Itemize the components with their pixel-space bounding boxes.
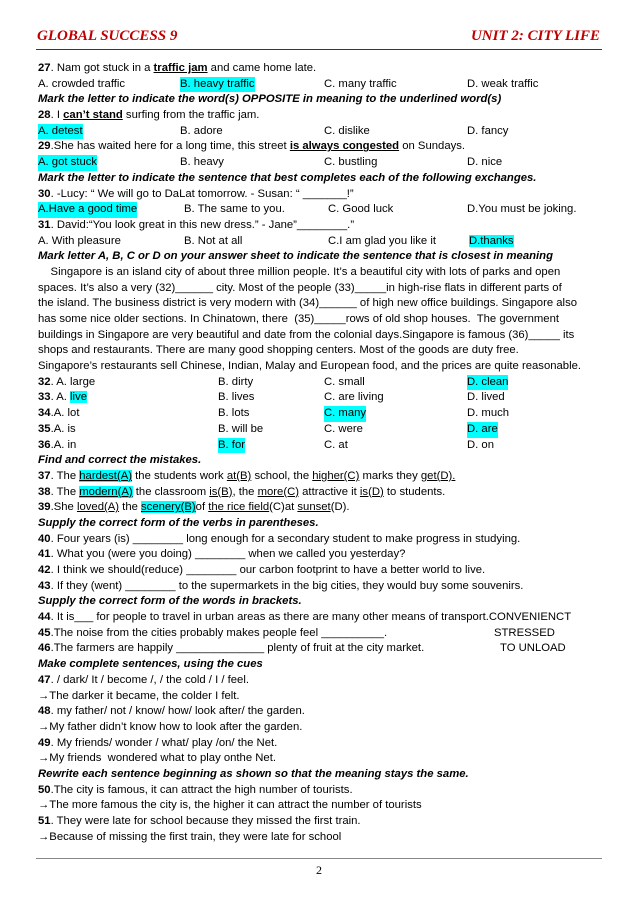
option-d: D. weak traffic bbox=[467, 77, 539, 90]
question-text: . The bbox=[50, 469, 80, 482]
passage-line: spaces. It’s also a very (32)______ city. Most of the people (33)_____in high-rise flats in different parts of bbox=[38, 281, 562, 294]
option-b-answer: B. heavy traffic bbox=[180, 77, 255, 93]
option-c: C. many traffic bbox=[324, 77, 397, 90]
option-d: D. nice bbox=[467, 156, 503, 169]
question-text: surfing from the traffic jam. bbox=[122, 109, 260, 122]
marked-a: modern(A) bbox=[79, 485, 133, 498]
option-a-answer: A.Have a good time bbox=[38, 202, 137, 218]
instruction-cloze: Mark letter A, B, C or D on your answer sheet to indicate the sentence that is closest in meaning bbox=[38, 250, 553, 263]
question-number: 43 bbox=[38, 579, 51, 592]
cloze-36 bbox=[38, 438, 604, 454]
cloze-34 bbox=[38, 406, 604, 422]
option-a: .A. is bbox=[50, 422, 76, 435]
instruction-words: Supply the correct form of the words in brackets. bbox=[38, 595, 302, 608]
word-cue: STRESSED bbox=[494, 626, 555, 639]
option-b: B. will be bbox=[218, 422, 264, 435]
question-45 bbox=[38, 626, 604, 642]
option-a-answer: . A. live bbox=[50, 391, 87, 404]
answer-text: Because of missing the first train, they were late for school bbox=[49, 830, 342, 843]
question-number: 40 bbox=[38, 532, 51, 545]
option-a: .A. lot bbox=[50, 407, 80, 420]
question-number: 45 bbox=[38, 626, 51, 639]
question-text: attractive it bbox=[299, 485, 360, 498]
question-text: . What you (were you doing) ________ when we called you yesterday? bbox=[50, 548, 406, 561]
cloze-33 bbox=[38, 390, 604, 406]
options-30 bbox=[38, 202, 604, 218]
marked-c: the rice field bbox=[208, 501, 270, 514]
marked-b: scenery(B) bbox=[141, 501, 196, 514]
marked-d: sunset bbox=[297, 501, 331, 514]
question-text: . Four years (is) ________ long enough for a secondary student to make progress in studying. bbox=[50, 532, 521, 545]
question-number: 35 bbox=[38, 422, 51, 435]
option-b: B. dirty bbox=[218, 375, 254, 388]
question-51 bbox=[38, 814, 604, 830]
cloze-35 bbox=[38, 422, 604, 438]
question-number: 46 bbox=[38, 642, 51, 655]
options-29 bbox=[38, 155, 604, 171]
options-27 bbox=[38, 77, 604, 93]
question-number: 38 bbox=[38, 485, 51, 498]
option-a-answer: A. got stuck bbox=[38, 155, 97, 171]
question-text: . I think we should(reduce) ________ our carbon footprint to have a better world to live. bbox=[50, 564, 486, 576]
passage-line: Singapore’s restaurants sell Chinese, Indian, Malay and European food, and the prices are quite reasonable. bbox=[38, 360, 582, 373]
instruction-verbs: Supply the correct form of the verbs in parentheses. bbox=[38, 516, 319, 529]
question-47 bbox=[38, 673, 604, 689]
question-41 bbox=[38, 547, 604, 563]
option-a-text: live bbox=[70, 391, 87, 404]
question-text: .She bbox=[50, 501, 77, 514]
marked-d: is(D) bbox=[359, 485, 384, 498]
marked-b: is(B) bbox=[209, 485, 233, 498]
answer-48 bbox=[38, 720, 604, 736]
answer-text: My father didn’t know how to look after the garden. bbox=[49, 720, 303, 733]
question-31 bbox=[38, 218, 604, 234]
question-text: .She has waited here for a long time, this street bbox=[50, 140, 290, 153]
question-number: 41 bbox=[38, 548, 51, 561]
option-d: D. fancy bbox=[467, 124, 509, 137]
question-text: the classroom bbox=[132, 485, 210, 498]
question-28 bbox=[38, 108, 604, 124]
header-divider bbox=[36, 49, 602, 50]
question-number: 34 bbox=[38, 407, 51, 420]
question-text: .The city is famous, it can attract the high number of tourists. bbox=[50, 783, 353, 796]
question-number: 44 bbox=[38, 611, 51, 624]
option-a: . A. large bbox=[50, 375, 96, 388]
question-text: . If they (went) ________ to the supermarkets in the big cities, they would buy some souvenirs. bbox=[50, 579, 524, 592]
instruction-rewrite: Rewrite each sentence beginning as shown so that the meaning stays the same. bbox=[38, 767, 469, 780]
answer-text: My friends wondered what to play onthe Net. bbox=[49, 752, 276, 765]
question-number: 36 bbox=[38, 438, 51, 451]
question-44 bbox=[38, 610, 604, 626]
option-c: C. were bbox=[324, 422, 363, 435]
question-text: . It is___ for people to travel in urban areas as there are many other means of transport.CONVENIENCT bbox=[50, 611, 572, 624]
passage-line: shops and restaurants. There are many good shopping centers. Most of the goods are duty free. bbox=[38, 344, 519, 357]
question-text: (C)at bbox=[269, 501, 298, 514]
option-d: D. lived bbox=[467, 391, 505, 404]
option-b: B. heavy bbox=[180, 156, 224, 169]
question-text: and came home late. bbox=[207, 62, 317, 74]
marked-c: higher(C) bbox=[312, 469, 360, 482]
option-d-answer bbox=[469, 234, 514, 250]
question-text: of bbox=[195, 501, 209, 514]
question-text: to students. bbox=[383, 485, 446, 498]
question-29 bbox=[38, 139, 604, 155]
question-number: 37 bbox=[38, 469, 51, 482]
question-number: 27 bbox=[38, 62, 51, 74]
question-text: . I bbox=[50, 109, 64, 122]
question-text: .The noise from the cities probably makes people feel __________. bbox=[50, 626, 388, 639]
word-cue: TO UNLOAD bbox=[500, 642, 566, 655]
question-text: . -Lucy: “ We will go to DaLat tomorrow. - Susan: “ _______!” bbox=[50, 187, 354, 200]
question-30 bbox=[38, 187, 604, 203]
answer-49 bbox=[38, 751, 604, 767]
question-text: school, the bbox=[251, 469, 313, 482]
option-a: .A. in bbox=[50, 438, 77, 451]
option-c: C. dislike bbox=[324, 124, 370, 137]
question-number: 47 bbox=[38, 673, 51, 686]
passage-line: has some nice older sections. In Chinatown, there (35)_____rows of old shop houses. The government bbox=[38, 313, 560, 325]
question-number: 29 bbox=[38, 140, 51, 153]
arrow-icon: → bbox=[38, 689, 50, 702]
question-text: . My friends/ wonder / what/ play /on/ the Net. bbox=[50, 736, 278, 749]
instruction-mistakes: Find and correct the mistakes. bbox=[38, 454, 202, 467]
instruction-exchange: Mark the letter to indicate the sentence that best completes each of the following exchanges. bbox=[38, 171, 537, 184]
question-text: on Sundays. bbox=[399, 140, 466, 153]
question-number: 31 bbox=[38, 218, 51, 231]
footer-divider bbox=[36, 858, 602, 859]
options-28 bbox=[38, 124, 604, 140]
question-text: . David:“You look great in this new dress.” - Jane”________.” bbox=[50, 218, 355, 231]
option-a: A. crowded traffic bbox=[38, 77, 126, 90]
option-b: B. lives bbox=[218, 391, 255, 404]
option-a-answer: A. detest bbox=[38, 124, 83, 140]
option-a: A. With pleasure bbox=[38, 234, 121, 247]
marked-b: at(B) bbox=[226, 469, 252, 482]
option-c: C. are living bbox=[324, 391, 384, 404]
question-38 bbox=[38, 485, 604, 501]
question-number: 30 bbox=[38, 187, 51, 200]
question-text: (D). bbox=[330, 501, 350, 514]
question-number: 49 bbox=[38, 736, 51, 749]
question-42 bbox=[38, 563, 604, 579]
marked-c: more(C) bbox=[257, 485, 300, 498]
question-49 bbox=[38, 736, 604, 752]
option-b: B. Not at all bbox=[184, 234, 243, 247]
answer-text: The darker it became, the colder I felt. bbox=[49, 689, 240, 702]
option-b-answer: B. for bbox=[218, 438, 245, 454]
question-40 bbox=[38, 532, 604, 548]
option-d-answer: D. are bbox=[467, 422, 498, 438]
page-number: 2 bbox=[316, 863, 322, 877]
cloze-32 bbox=[38, 375, 604, 391]
question-number: 51 bbox=[38, 815, 51, 827]
marked-a: hardest(A) bbox=[79, 469, 133, 482]
question-50 bbox=[38, 783, 604, 799]
marked-d: get(D). bbox=[420, 469, 456, 482]
question-text: , the bbox=[232, 485, 258, 498]
instruction-cues: Make complete sentences, using the cues bbox=[38, 658, 263, 671]
question-text: . They were late for school because they missed the first train. bbox=[50, 815, 361, 827]
question-39 bbox=[38, 500, 604, 516]
question-text: marks they bbox=[359, 469, 421, 482]
question-27 bbox=[38, 61, 604, 77]
option-d: D.You must be joking. bbox=[467, 203, 577, 216]
question-number: 42 bbox=[38, 564, 51, 576]
option-c: C. Good luck bbox=[328, 203, 394, 216]
question-number: 33 bbox=[38, 391, 51, 404]
question-number: 39 bbox=[38, 501, 51, 514]
option-c: C.I am glad you like it bbox=[328, 234, 436, 247]
option-c-answer: C. many bbox=[324, 406, 366, 422]
option-c: C. bustling bbox=[324, 156, 378, 169]
passage-line: buildings in Singapore are very beautiful and date from the colonial days.Singapore is famous (36)_____ its bbox=[38, 328, 575, 341]
option-d: D. on bbox=[467, 438, 495, 451]
question-43 bbox=[38, 579, 604, 595]
header-title: GLOBAL SUCCESS 9 bbox=[37, 28, 178, 44]
passage-line: the island. The business district is very modern with (34)______ of high new office buildings. Singapore also bbox=[38, 297, 578, 310]
option-b: B. adore bbox=[180, 124, 223, 137]
option-c: C. small bbox=[324, 375, 365, 388]
option-d-text: D.thanks bbox=[469, 234, 514, 247]
arrow-icon: → bbox=[38, 720, 50, 733]
answer-47 bbox=[38, 689, 604, 705]
question-text: the students work bbox=[132, 469, 227, 482]
arrow-icon: → bbox=[38, 830, 50, 843]
question-text: . Nam got stuck in a bbox=[50, 62, 154, 74]
underlined-word: is always congested bbox=[289, 140, 400, 153]
question-37 bbox=[38, 469, 604, 485]
option-d-answer: D. clean bbox=[467, 375, 508, 391]
option-c: C. at bbox=[324, 438, 348, 451]
passage-line: Singapore is an island city of about three million people. It’s a beautiful city with lots of parks and open bbox=[38, 265, 561, 278]
answer-51 bbox=[38, 830, 604, 846]
header-unit: UNIT 2: CITY LIFE bbox=[470, 28, 600, 44]
marked-a: loved(A) bbox=[76, 501, 120, 514]
question-text: the bbox=[119, 501, 142, 514]
worksheet-content bbox=[38, 61, 604, 845]
instruction-opposite: Mark the letter to indicate the word(s) OPPOSITE in meaning to the underlined word(s) bbox=[38, 93, 502, 106]
question-text: . my father/ not / know/ how/ look after/ the garden. bbox=[50, 705, 305, 718]
question-number: 32 bbox=[38, 375, 51, 388]
underlined-word: traffic jam bbox=[153, 62, 208, 74]
question-text: . / dark/ It / become /, / the cold / I / feel. bbox=[50, 673, 249, 686]
option-b: B. lots bbox=[218, 407, 250, 420]
answer-text: The more famous the city is, the higher it can attract the number of tourists bbox=[49, 799, 422, 812]
underlined-word: can’t stand bbox=[63, 109, 123, 122]
question-46 bbox=[38, 641, 604, 657]
question-text: . The bbox=[50, 485, 80, 498]
answer-50 bbox=[38, 798, 604, 814]
arrow-icon: → bbox=[38, 752, 50, 765]
arrow-icon: → bbox=[38, 799, 50, 812]
option-d: D. much bbox=[467, 407, 510, 420]
question-48 bbox=[38, 704, 604, 720]
options-31 bbox=[38, 234, 604, 250]
question-number: 50 bbox=[38, 783, 51, 796]
question-text: .The farmers are happily ______________ plenty of fruit at the city market. bbox=[50, 642, 425, 655]
option-b: B. The same to you. bbox=[184, 203, 285, 216]
question-number: 28 bbox=[38, 109, 51, 122]
question-number: 48 bbox=[38, 705, 51, 718]
